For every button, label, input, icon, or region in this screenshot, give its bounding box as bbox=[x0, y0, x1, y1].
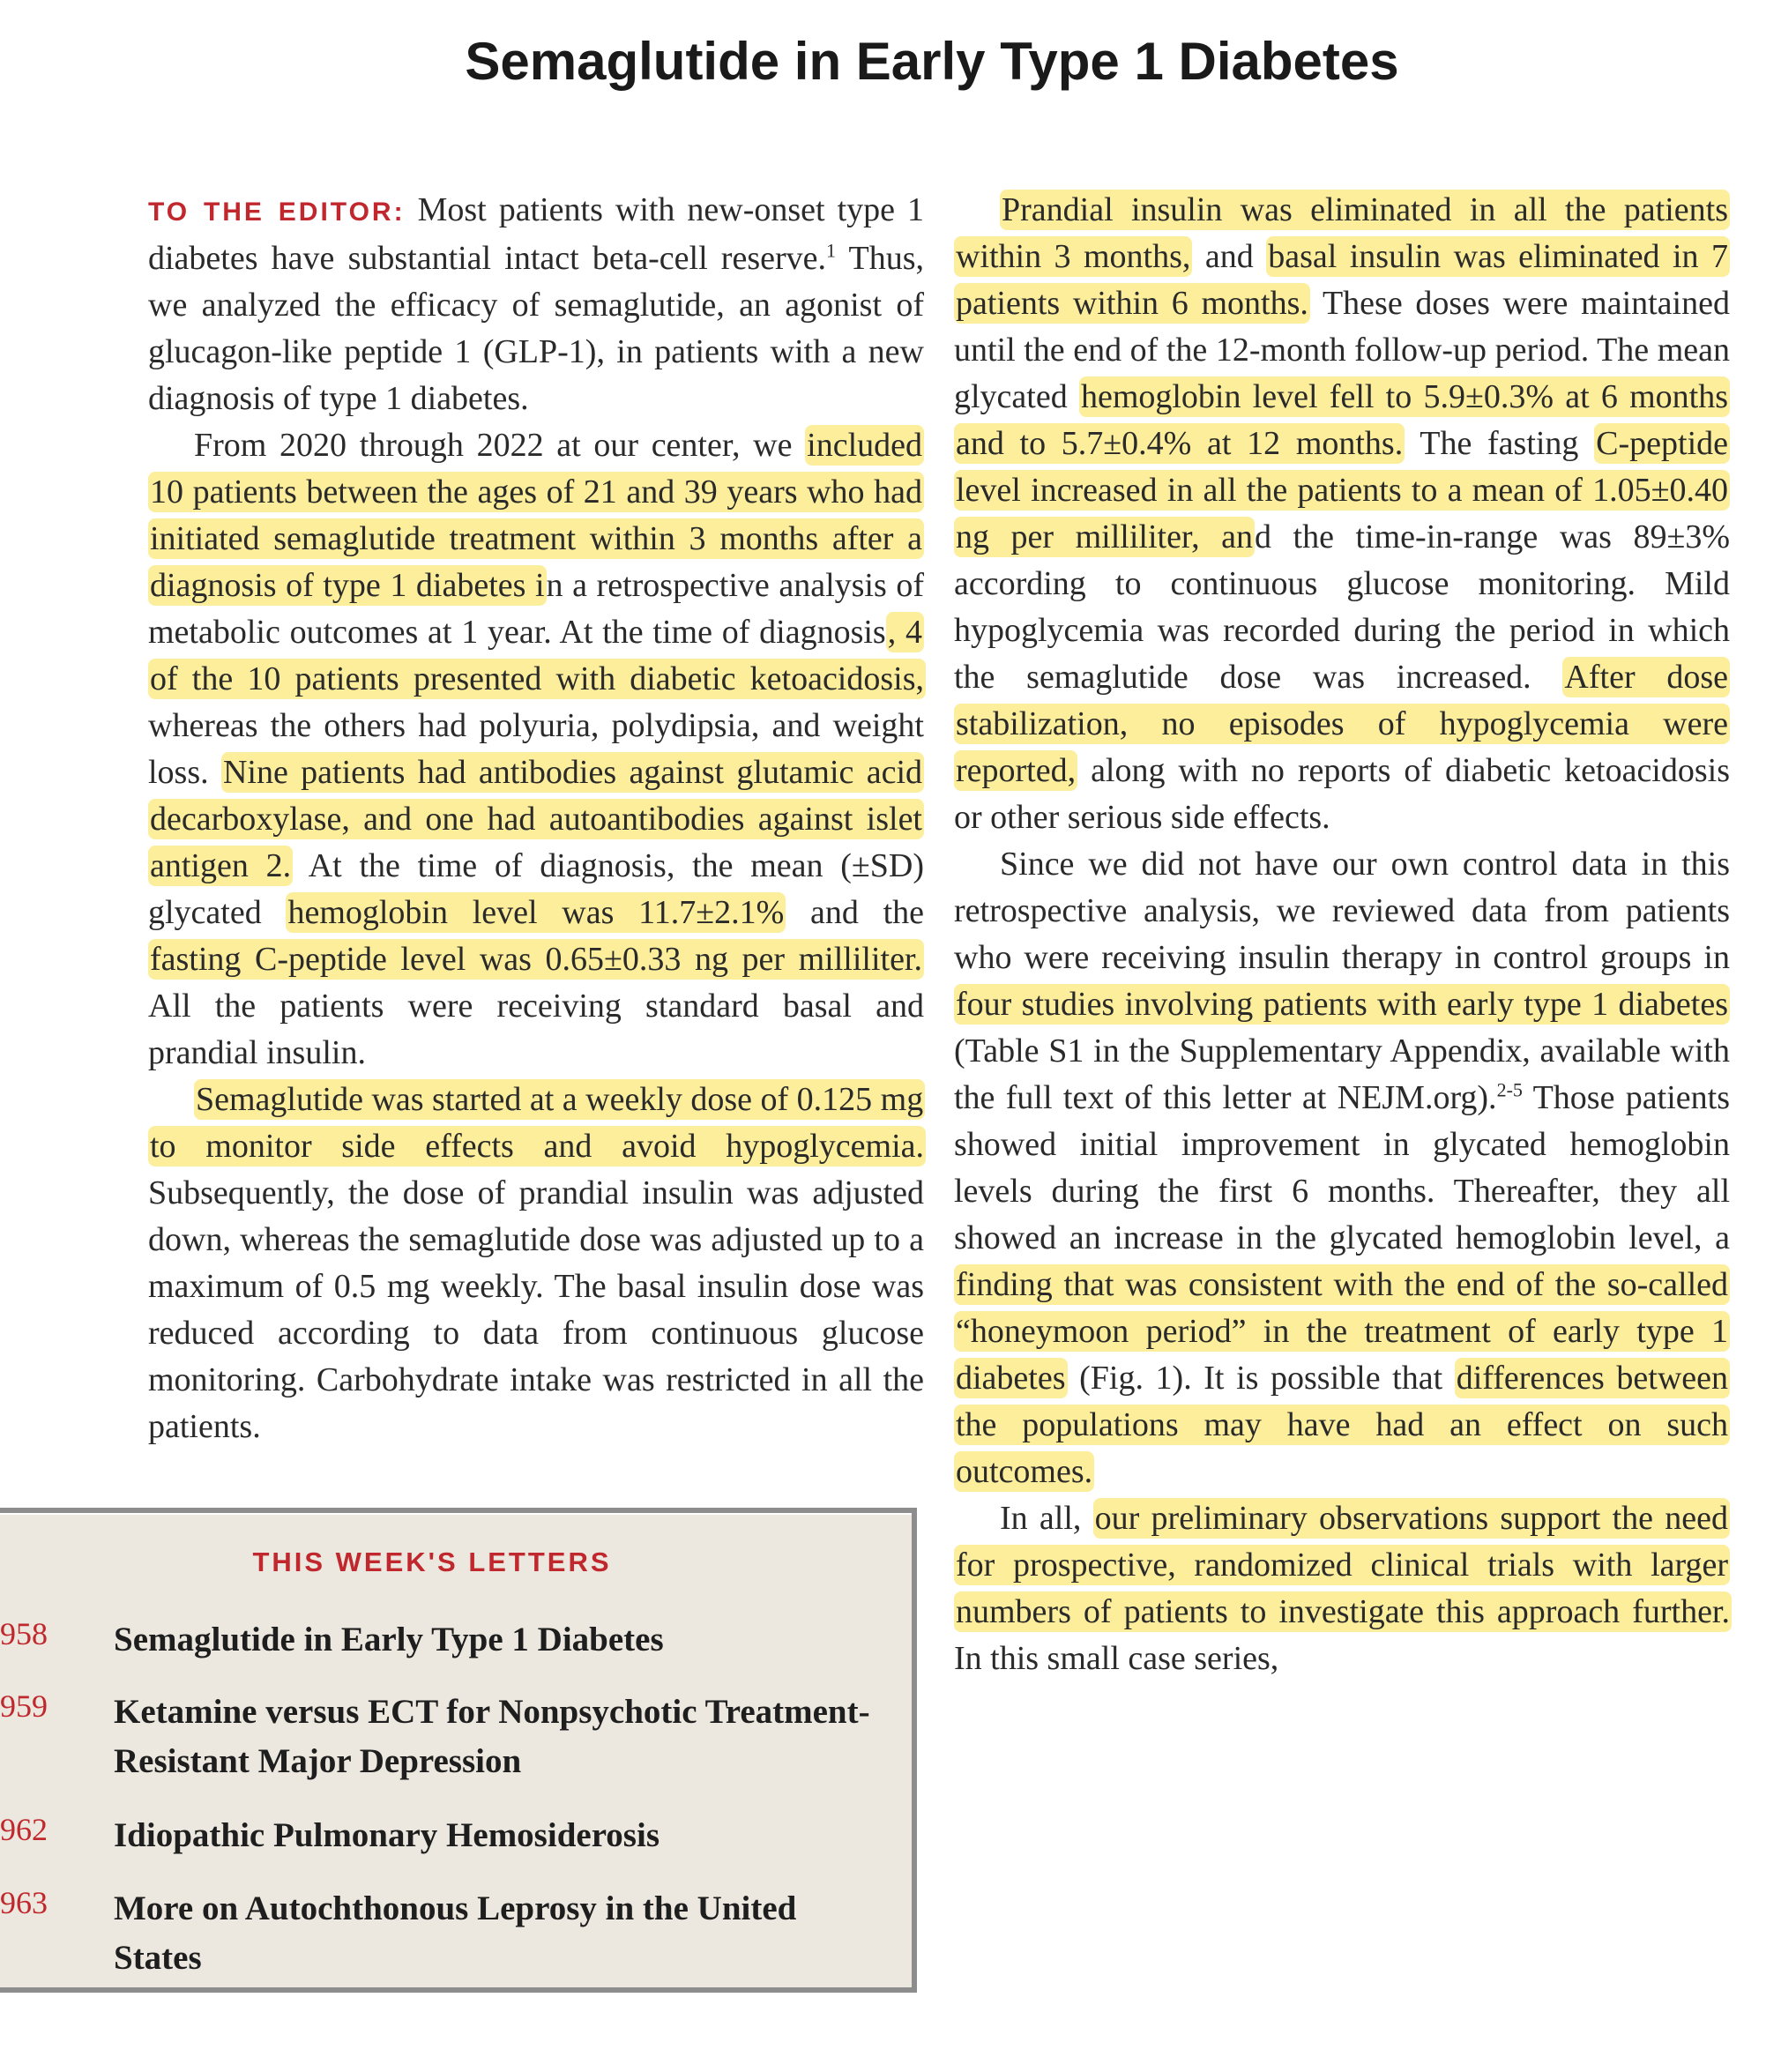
text: and bbox=[1204, 238, 1254, 275]
highlight: four studies involving patients with early type 1 diabetes bbox=[956, 986, 1728, 1023]
this-weeks-letters-box bbox=[0, 1508, 917, 1993]
highlight: Prandial insulin was eliminated in all the patients within 3 months, bbox=[956, 191, 1728, 275]
text: along with no reports of diabetic ketoacidosis or other serious side effects. bbox=[954, 752, 1731, 836]
text: The fasting bbox=[1420, 425, 1579, 462]
highlight: hemoglobin level was 11.7±2.1% bbox=[287, 894, 785, 931]
text: These doses were maintained until the end of the 12-month follow-up period. The mean glycated bbox=[954, 285, 1730, 415]
text: At the time of diagnosis, the mean (±SD) glycated bbox=[148, 847, 924, 931]
text: whereas the others had polyuria, polydipsia, and weight loss. bbox=[148, 707, 924, 791]
highlight: finding that was consistent with the end of the so-called “honeymoon period” in the treatment of early type 1 diabetes bbox=[956, 1266, 1728, 1397]
highlight: our preliminary observations support the need for prospective, randomized clinical trials with larger numbers of patients to investigate this approach further. bbox=[956, 1500, 1730, 1630]
highlight: Semaglutide was started at a weekly dose of 0.125 mg to monitor side effects and avoid hypoglycemia. bbox=[150, 1081, 924, 1165]
paragraph-2 bbox=[148, 422, 924, 1077]
letter-title[interactable]: More on Autochthonous Leprosy in the United States bbox=[114, 1889, 797, 1977]
highlight: C-peptide level increased in all the patients to a mean of 1.05±0.40 ng per milliliter, an bbox=[956, 425, 1728, 555]
citation[interactable]: 2-5 bbox=[1496, 1078, 1523, 1101]
text: All the patients were receiving standard basal and prandial insulin. bbox=[148, 988, 924, 1071]
text: and the bbox=[809, 894, 924, 931]
box-title: THIS WEEK'S LETTERS bbox=[252, 1547, 612, 1577]
letter-page-number: 959 bbox=[0, 1688, 48, 1724]
highlight: , 4 of the 10 patients presented with diabetic ketoacidosis, bbox=[150, 614, 924, 697]
paragraph-6 bbox=[954, 1495, 1730, 1682]
text: In this small case series, bbox=[954, 1640, 1279, 1677]
letter-page-number: 958 bbox=[0, 1616, 48, 1651]
paragraph-4 bbox=[954, 187, 1730, 841]
text: Most patients with new-onset type 1 diabetes have substantial intact beta-cell reserve. bbox=[148, 191, 925, 277]
highlight: hemoglobin level fell to 5.9±0.3% at 6 months and to 5.7±0.4% at 12 months. bbox=[956, 378, 1728, 462]
paragraph-1 bbox=[148, 187, 924, 422]
letter-title[interactable]: Semaglutide in Early Type 1 Diabetes bbox=[114, 1621, 664, 1658]
highlight: differences between the populations may have had an effect on such outcomes. bbox=[956, 1360, 1729, 1490]
highlight: fasting C-peptide level was 0.65±0.33 ng per milliliter. bbox=[150, 941, 922, 978]
text: In all, bbox=[1000, 1500, 1082, 1537]
text: Since we did not have our own control data in this retrospective analysis, we reviewed data from patients who were receiving insulin therapy in control groups in bbox=[954, 846, 1730, 976]
text: From 2020 through 2022 at our center, we bbox=[194, 427, 793, 464]
letter-page-number: 963 bbox=[0, 1885, 48, 1920]
text: Those patients showed initial improvement in glycated hemoglobin levels during the first 6 months. Thereafter, they all showed an increase in the glycated hemoglobin level, a bbox=[954, 1079, 1730, 1256]
text: (Fig. 1). It is possible that bbox=[1079, 1360, 1443, 1397]
highlight: After dose stabilization, no episodes of hypoglycemia were reported, bbox=[956, 659, 1728, 789]
highlight: included 10 patients between the ages of 21 and 39 years who had initiated semaglutide treatment within 3 months after a diagnosis of type 1 diabetes i bbox=[150, 427, 923, 604]
text: Subsequently, the dose of prandial insulin was adjusted down, whereas the semaglutide dose was adjusted up to a maximum of 0.5 mg weekly. The basal insulin dose was reduced according to data from continuous glucose monitoring. Carbohydrate intake was restricted in all the patients. bbox=[148, 1174, 924, 1445]
paragraph-3 bbox=[148, 1077, 924, 1450]
left-column bbox=[148, 187, 924, 1450]
letter-title[interactable]: Idiopathic Pulmonary Hemosiderosis bbox=[114, 1816, 659, 1854]
text: Thus, we analyzed the efficacy of semaglutide, an agonist of glucagon-like peptide 1 (GLP-1), in patients with a new diagnosis of type 1 diabetes. bbox=[148, 240, 924, 417]
highlight: Nine patients had antibodies against glutamic acid decarboxylase, and one had autoantibodies against islet antigen 2. bbox=[150, 754, 923, 884]
article-title: Semaglutide in Early Type 1 Diabetes bbox=[465, 32, 1399, 91]
text: (Table S1 in the Supplementary Appendix, available with the full text of this letter at NEJM.org). bbox=[954, 1032, 1730, 1116]
letter-title[interactable]: Ketamine versus ECT for Nonpsychotic Treatment-Resistant Major Depression bbox=[114, 1693, 870, 1780]
text: n a retrospective analysis of metabolic outcomes at 1 year. At the time of diagnosis bbox=[148, 567, 924, 651]
to-the-editor-lead: TO THE EDITOR: bbox=[148, 198, 406, 227]
paragraph-5 bbox=[954, 841, 1730, 1495]
right-column bbox=[954, 187, 1730, 1682]
text: d the time-in-range was 89±3% according to continuous glucose monitoring. Mild hypoglycemia was recorded during the period in which the semaglutide dose was increased. bbox=[954, 518, 1730, 696]
letter-page-number: 962 bbox=[0, 1812, 48, 1847]
highlight: basal insulin was eliminated in 7 patients within 6 months. bbox=[956, 238, 1729, 322]
citation[interactable]: 1 bbox=[826, 239, 836, 262]
